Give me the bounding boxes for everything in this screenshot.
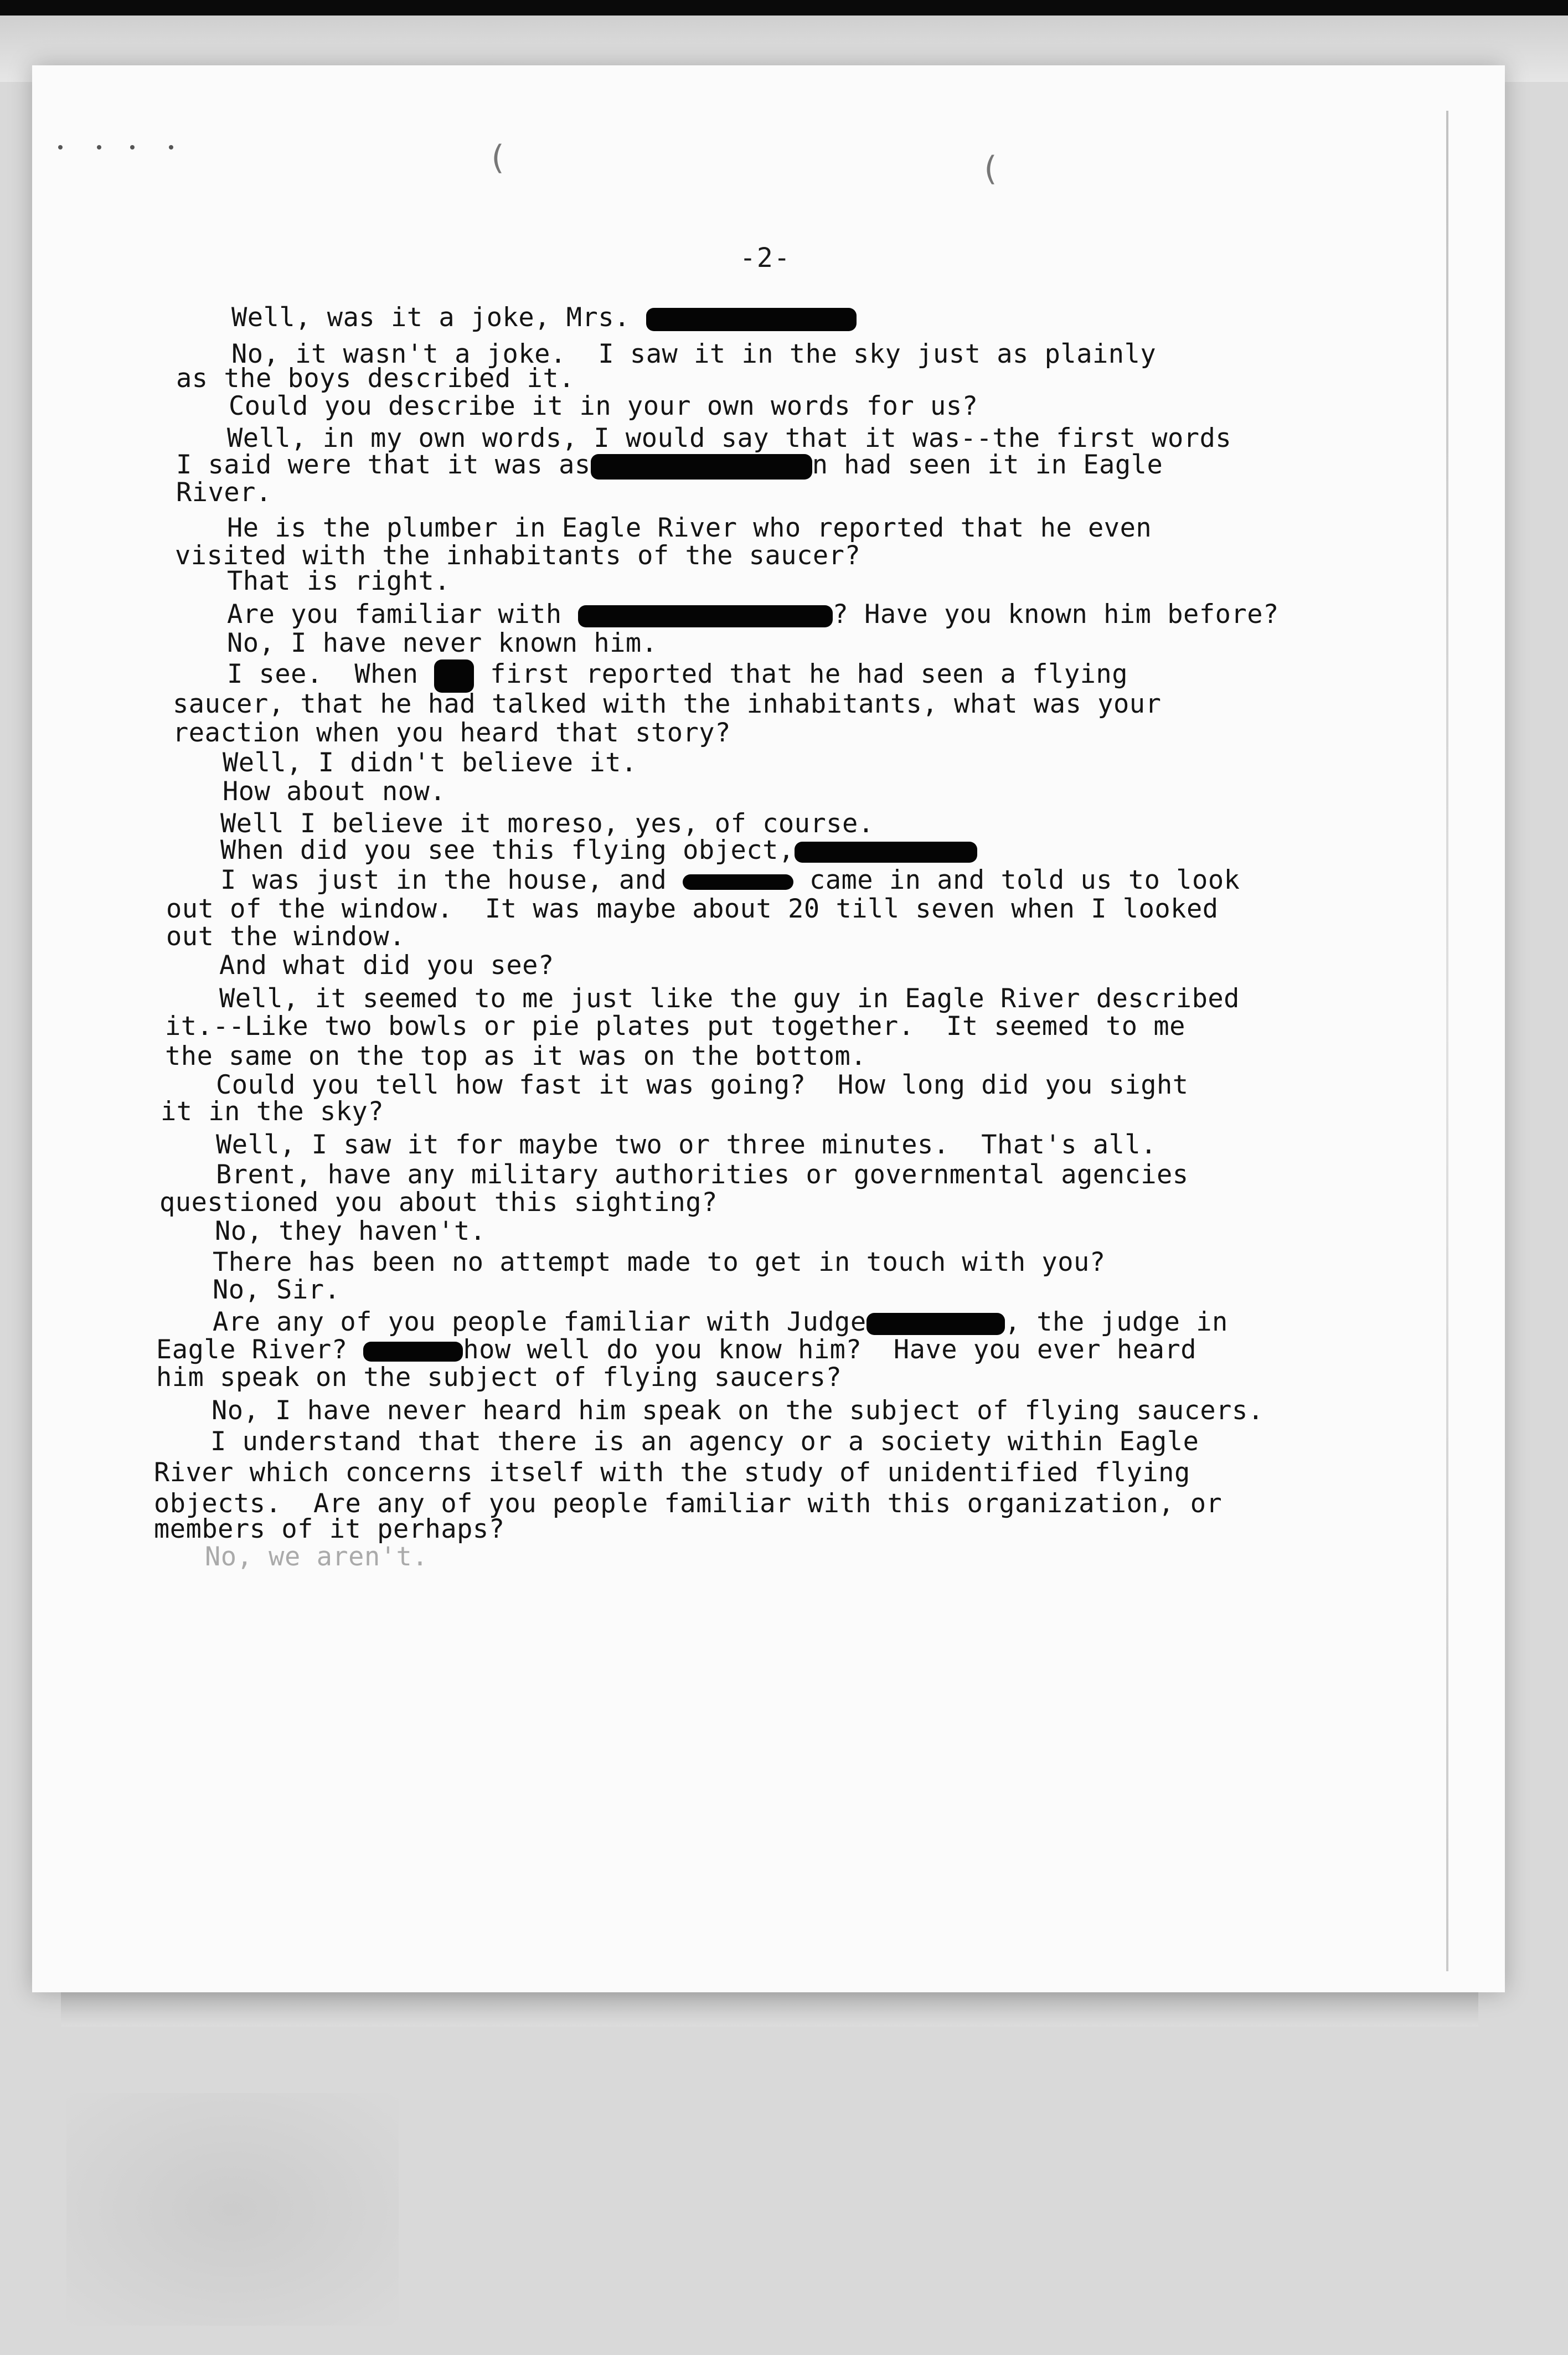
punch-mark-right: ( [980, 150, 1000, 188]
transcript-line: Could you describe it in your own words for us? [229, 391, 978, 421]
redaction-bar [591, 454, 812, 480]
transcript-line: visited with the inhabitants of the saucer? [175, 540, 861, 571]
transcript-line: No, Sir. [213, 1275, 341, 1305]
transcript-line: When did you see this flying object, [220, 835, 977, 866]
transcript-line: it.--Like two bowls or pie plates put together. It seemed to me [165, 1011, 1185, 1042]
top-border [0, 0, 1568, 16]
transcript-line: objects. Are any of you people familiar with this organization, or [154, 1488, 1223, 1519]
transcript-line: the same on the top as it was on the bottom. [165, 1041, 867, 1071]
redaction-bar [683, 874, 793, 890]
redaction-bar [866, 1313, 1005, 1335]
transcript-line: Well, in my own words, I would say that it was--the first words [227, 423, 1232, 454]
transcript-line: And what did you see? [219, 950, 554, 981]
transcript-line: Well I believe it moreso, yes, of course. [220, 808, 874, 839]
transcript-line: I understand that there is an agency or a society within Eagle [210, 1426, 1199, 1457]
transcript-line: Are you familiar with ? Have you known him before? [227, 599, 1279, 630]
transcript-line: No, it wasn't a joke. I saw it in the sky just as plainly [231, 339, 1157, 369]
transcript-line: No, they haven't. [215, 1216, 486, 1246]
transcript-line: I said were that it was as n had seen it in Eagle [176, 450, 1163, 480]
transcript-line: as the boys described it. [176, 363, 575, 394]
redaction-bar [646, 308, 857, 331]
redaction-bar [434, 659, 474, 693]
transcript-line: Well, it seemed to me just like the guy in Eagle River described [219, 983, 1240, 1014]
transcript-line: Eagle River? how well do you know him? Have you ever heard [156, 1334, 1196, 1365]
scan-specks [58, 145, 180, 153]
scan-smudge [66, 2093, 399, 2326]
transcript-line: Are any of you people familiar with Judge , the judge in [213, 1307, 1228, 1337]
redaction-bar [578, 605, 833, 627]
transcript-line: out of the window. It was maybe about 20 till seven when I looked [166, 894, 1219, 924]
transcript-line: out the window. [166, 921, 405, 952]
transcript-line: No, we aren't. [205, 1542, 429, 1572]
transcript-line: Well, I didn't believe it. [223, 748, 637, 778]
transcript-line: He is the plumber in Eagle River who reported that he even [227, 513, 1152, 543]
transcript-line: members of it perhaps? [154, 1514, 505, 1544]
transcript-line: him speak on the subject of flying saucers? [156, 1362, 842, 1393]
transcript-line: it in the sky? [161, 1096, 384, 1127]
redaction-bar [363, 1342, 463, 1362]
paper-bottom-shadow [61, 1988, 1478, 2027]
transcript-line: No, I have never heard him speak on the subject of flying saucers. [212, 1395, 1264, 1426]
transcript-line: River which concerns itself with the study of unidentified flying [154, 1457, 1190, 1488]
transcript-line: saucer, that he had talked with the inhabitants, what was your [173, 689, 1162, 719]
transcript-line: Brent, have any military authorities or governmental agencies [216, 1160, 1189, 1190]
transcript-line: There has been no attempt made to get in touch with you? [213, 1247, 1106, 1277]
transcript-line: questioned you about this sighting? [159, 1187, 718, 1218]
transcript-line: I was just in the house, and came in and told us to look [220, 865, 1240, 895]
transcript-line: Well, I saw it for maybe two or three minutes. That's all. [216, 1130, 1157, 1160]
transcript-line: reaction when you heard that story? [173, 718, 731, 748]
transcript-line: River. [176, 477, 272, 508]
transcript-line: That is right. [227, 566, 451, 596]
transcript-line: No, I have never known him. [227, 628, 658, 658]
punch-mark-left: ( [487, 138, 508, 177]
transcript-line: Could you tell how fast it was going? How long did you sight [216, 1070, 1189, 1100]
transcript-line: How about now. [223, 776, 446, 807]
page-number: -2- [740, 243, 791, 274]
transcript-line: I see. When first reported that he had seen a flying [227, 659, 1128, 693]
redaction-bar [795, 842, 977, 863]
page-fold-line [1446, 111, 1448, 1971]
transcript-line: Well, was it a joke, Mrs. [231, 302, 857, 333]
